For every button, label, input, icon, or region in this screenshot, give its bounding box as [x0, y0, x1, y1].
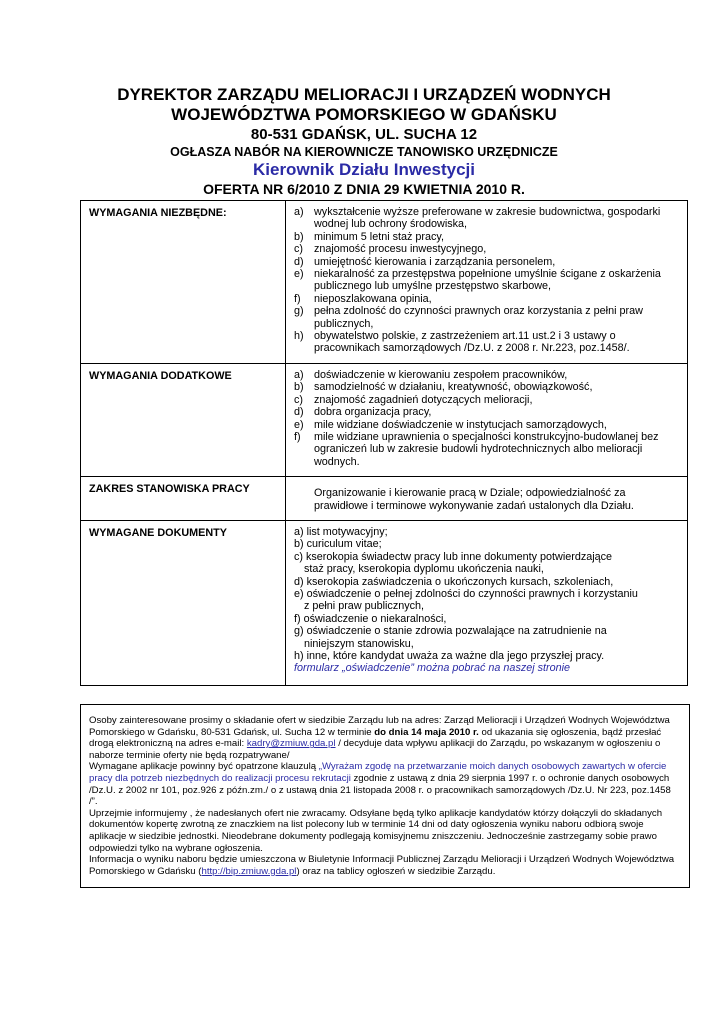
director-title: DYREKTOR ZARZĄDU MELIORACJI I URZĄDZEŃ WODNYCH: [117, 85, 611, 104]
required-item: [294, 268, 679, 293]
document-item: b) curiculum vitae;: [294, 538, 382, 551]
required-label: WYMAGANIA NIEZBĘDNE:: [81, 201, 286, 364]
email-link[interactable]: kadry@zmiuw.gda.pl: [246, 738, 336, 750]
scope-content: [286, 477, 688, 521]
additional-item-text: znajomość zagadnień dotyczących melioracji,: [314, 393, 533, 406]
results-text: Informacja o wyniku naboru będzie umieszczona w Biuletynie Informacji Publicznej Zarządu Melioracji i Urządzeń Wodnych Województwa Pomorskiego w Gdańsku (: [89, 854, 675, 877]
address: 80-531 GDAŃSK, UL. SUCHA 12: [250, 126, 478, 143]
document-item: d) kserokopia zaświadczenia o ukończonych kursach, szkoleniach,: [294, 575, 614, 588]
additional-item: [294, 431, 679, 468]
consent-paragraph: [89, 761, 681, 807]
additional-list: [294, 369, 679, 468]
required-item-text: wykształcenie wyższe preferowane w zakresie budownictwa, gospodarki wodnej lub ochrony środowiska,: [314, 206, 661, 231]
document-item: h) inne, które kandydat uważa za ważne dla jego przyszłej pracy.: [294, 650, 605, 662]
additional-item: [294, 369, 679, 381]
documents-list: [294, 526, 679, 662]
results-text-2: ) oraz na tablicy ogłoszeń w siedzibie Zarządu.: [296, 865, 496, 877]
scope-row: [81, 477, 688, 521]
submission-text: Osoby zainteresowane prosimy o składanie ofert w siedzibie Zarządu lub na adres: Zarząd Melioracji i Urządzeń Wodnych Województwa Pomorskiego w Gdańsku, 80-531 Gdańsk, ul. Sucha 12 w terminie: [89, 715, 670, 738]
consent-text: Wymagane aplikacje powinny być opatrzone klauzulą: [89, 761, 319, 773]
required-item-text: umiejętność kierowania i zarządzania personelem,: [314, 255, 556, 268]
required-row: [81, 201, 688, 364]
additional-item-marker: b): [294, 381, 304, 394]
offer-number: OFERTA NR 6/2010 Z DNIA 29 KWIETNIA 2010 R.: [203, 181, 525, 197]
documents-row: [81, 520, 688, 685]
additional-item-marker: f): [294, 430, 301, 443]
bip-link[interactable]: http://bip.zmiuw.gda.pl: [201, 865, 297, 877]
submission-text-2: od ukazania się ogłoszenia, bądź przesłać drogą elektroniczną na adres e-mail:: [89, 726, 662, 750]
required-item: [294, 256, 679, 268]
deadline: do dnia 14 maja 2010 r.: [374, 726, 479, 738]
announcement-text: OGŁASZA NABÓR NA KIEROWNICZE TANOWISKO URZĘDNICZE: [170, 145, 558, 159]
document-item-continuation: niniejszym stanowisku,: [304, 637, 414, 650]
required-item-text: minimum 5 letni staż pracy,: [314, 230, 444, 243]
additional-item-marker: a): [294, 368, 304, 381]
scope-text: Organizowanie i kierowanie pracą w Dziale; odpowiedzialność za prawidłowe i terminowe wykonywanie zadań ustalonych dla Działu.: [314, 487, 634, 512]
required-item: [294, 330, 679, 355]
required-content: [286, 201, 688, 364]
voivodeship-title: WOJEWÓDZTWA POMORSKIEGO W GDAŃSKU: [171, 105, 557, 124]
required-item-text: nieposzlakowana opinia,: [314, 292, 432, 305]
consent-text-2: zgodnie z ustawą z dnia 29 sierpnia 1997 r. o ochronie danych osobowych /Dz.U. z 2002 nr 101, poz.926 z późn.zm./ o z ustawą dnia 21 listopada 2008 r. o pracownikach samorządowych /Dz.U. Nr 223, poz.1458 /”.: [89, 772, 671, 808]
additional-item: [294, 406, 679, 418]
additional-item: [294, 381, 679, 393]
required-item-text: pełna zdolność do czynności prawnych oraz korzystania z pełni praw publicznych,: [314, 305, 643, 330]
results-paragraph: [89, 854, 681, 877]
required-item: [294, 293, 679, 305]
application-info: [80, 704, 690, 888]
additional-item-text: dobra organizacja pracy,: [314, 406, 432, 419]
additional-content: [286, 363, 688, 476]
required-item-marker: f): [294, 292, 301, 305]
document-item-continuation: staż pracy, kserokopia dyplomu ukończenia nauki,: [304, 563, 544, 576]
returns-paragraph: Uprzejmie informujemy , że nadesłanych ofert nie zwracamy. Odsyłane będą tylko aplikacje kandydatów którzy dołączyli do składanych dokumentów kopertę zwrotną ze znaczkiem na list polecony lub w terminie 14 dni od daty ogłoszenia wyniku naboru odbiorą swoje aplikacje w siedzibie jednostki. Nieodebrane dokumenty podlegają komisyjnemu zniszczeniu. Jednocześnie zastrzegamy sobie prawo odpowiedzi tylko na wybrane ogłoszenia.: [89, 807, 663, 854]
additional-item-text: samodzielność w działaniu, kreatywność, obowiązkowość,: [314, 381, 593, 394]
position-title: Kierownik Działu Inwestycji: [252, 160, 475, 179]
document-item: a) list motywacyjny;: [294, 525, 388, 538]
required-item-marker: h): [294, 330, 304, 343]
required-item: [294, 231, 679, 243]
additional-item: [294, 394, 679, 406]
required-item-marker: d): [294, 255, 304, 268]
submission-paragraph: [89, 715, 681, 761]
required-item-marker: e): [294, 268, 304, 281]
additional-item-marker: c): [294, 393, 303, 406]
scope-label: ZAKRES STANOWISKA PRACY: [81, 477, 286, 521]
required-item-marker: b): [294, 230, 304, 243]
additional-item-text: doświadczenie w kierowaniu zespołem pracowników,: [314, 368, 568, 381]
required-item-text: obywatelstwo polskie, z zastrzeżeniem art.11 ust.2 i 3 ustawy o pracownikach samorządowych /Dz.U. z 2008 r. Nr.223, poz.1458/.: [314, 330, 630, 355]
announcement-header: [80, 85, 648, 198]
additional-item-text: mile widziane doświadczenie w instytucjach samorządowych,: [314, 418, 607, 431]
required-item: [294, 305, 679, 330]
requirements-table: [80, 200, 688, 686]
required-item-text: niekaralność za przestępstwa popełnione umyślnie ścigane z oskarżenia publicznego lub umyślne przestępstwo skarbowe,: [314, 268, 661, 293]
form-download-note[interactable]: formularz „oświadczenie” można pobrać na naszej stronie: [294, 662, 571, 675]
required-item: [294, 243, 679, 255]
additional-item-marker: e): [294, 418, 304, 431]
required-item-marker: g): [294, 305, 304, 318]
submission-text-3: / decyduje data wpływu aplikacji do Zarządu, po wskazanym w ogłoszeniu o naborze terminie oferty nie będą rozpatrywane/: [89, 738, 661, 761]
additional-item-text: mile widziane uprawnienia o specjalności konstrukcyjno-budowlanej bez ograniczeń lub w zakresie budowli hydrotechnicznych albo melioracji wodnych.: [314, 430, 659, 468]
required-item-marker: a): [294, 206, 304, 218]
required-list: [294, 206, 679, 355]
additional-label: WYMAGANIA DODATKOWE: [81, 363, 286, 476]
additional-item-marker: d): [294, 406, 304, 419]
document-item: g) oświadczenie o stanie zdrowia pozwalające na zatrudnienie na: [294, 625, 607, 638]
document-item-continuation: z pełni praw publicznych,: [304, 600, 425, 613]
required-item-text: znajomość procesu inwestycyjnego,: [314, 243, 487, 256]
required-item-marker: c): [294, 243, 303, 256]
consent-clause: „Wyrażam zgodę na przetwarzanie moich danych osobowych zawartych w ofercie pracy dla potrzeb niezbędnych do realizacji procesu rekrutacji: [89, 761, 667, 784]
document-item: e) oświadczenie o pełnej zdolności do czynności prawnych i korzystaniu: [294, 587, 638, 600]
required-item: [294, 206, 679, 231]
documents-content: [286, 520, 688, 685]
document-item: c) kserokopia świadectw pracy lub inne dokumenty potwierdzające: [294, 550, 613, 563]
documents-label: WYMAGANE DOKUMENTY: [81, 520, 286, 685]
document-item: f) oświadczenie o niekaralności,: [294, 612, 447, 625]
additional-item: [294, 419, 679, 431]
additional-row: [81, 363, 688, 476]
